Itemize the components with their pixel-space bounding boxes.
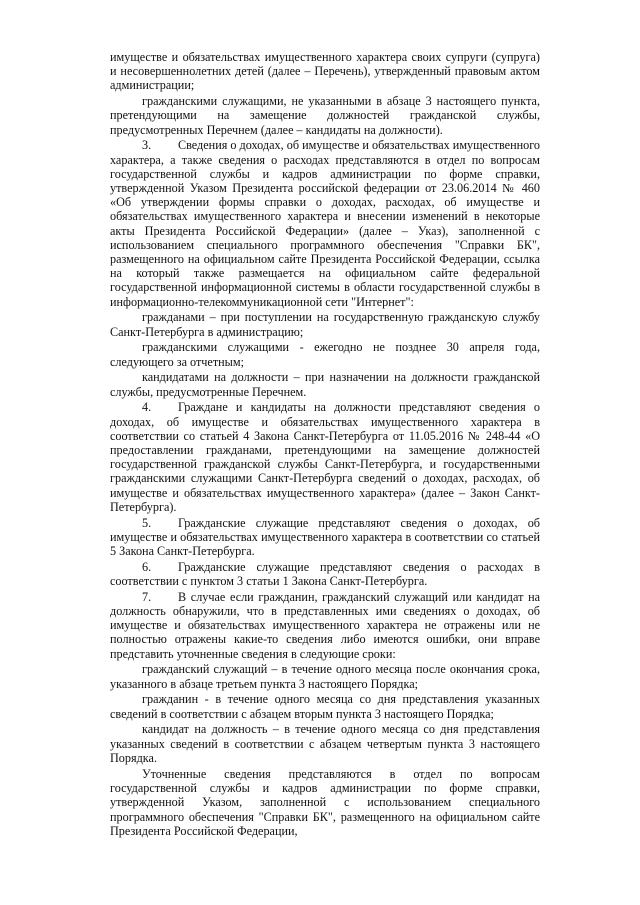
paragraph-11: гражданский служащий – в течение одного месяца после окончания срока, указанного в абзаце третьем пункта 3 настоящего Порядка; <box>110 662 540 691</box>
paragraph-7: 4. Граждане и кандидаты на должности представляют сведения о доходах, об имуществе и обязательствах имущественного характера в соответствии со статьей 4 Закона Санкт-Петербурга от 11.05.2016 № 248-44 «О предоставлении гражданами, претендующими на замещение должностей государственной гражданской службы Санкт-Петербурга, и государственными гражданскими служащими Санкт-Петербурга сведений о доходах, расходах, об имуществе и обязательствах имущественного характера» (далее – Закон Санкт-Петербурга). <box>110 400 540 514</box>
paragraph-1: имуществе и обязательствах имущественного характера своих супруги (супруга) и несовершеннолетних детей (далее – Перечень), утвержденный правовым актом администрации; <box>110 50 540 93</box>
paragraph-3: 3. Сведения о доходах, об имуществе и обязательствах имущественного характера, а также сведения о расходах представляются в отдел по вопросам государственной службы и кадров администрации по форме справки, утвержденной Указом Президента российской федерации от 23.06.2014 № 460 «Об утверждении формы справки о доходах, расходах, об имуществе и обязательствах имущественного характера и внесении изменений в некоторые акты Президента Российской Федерации» (далее – Указ), заполненной с использованием специального программного обеспечения "Справки БК", размещенного на официальном сайте Президента Российской Федерации, ссылка на который также размещается на официальном сайте федеральной государственной информационной системы в области государственной службы в информационно-телекоммуникационной сети "Интернет": <box>110 138 540 309</box>
paragraph-13: кандидат на должность – в течение одного месяца со дня представления указанных сведений в соответствии с абзацем четвертым пункта 3 настоящего Порядка. <box>110 722 540 765</box>
paragraph-6: кандидатами на должности – при назначении на должности гражданской службы, предусмотренные Перечнем. <box>110 370 540 399</box>
paragraph-9: 6. Гражданские служащие представляют сведения о расходах в соответствии с пунктом 3 статьи 1 Закона Санкт-Петербурга. <box>110 559 540 589</box>
paragraph-10: 7. В случае если гражданин, гражданский служащий или кандидат на должность обнаружили, что в представленных ими сведениях о доходах, об имуществе и обязательствах имущественного характера не отражены или не полностью отражены какие-то сведения либо имеются ошибки, они вправе представить уточненные сведения в следующие сроки: <box>110 589 540 661</box>
paragraph-4: гражданами – при поступлении на государственную гражданскую службу Санкт-Петербурга в администрацию; <box>110 310 540 339</box>
item-number: 6. <box>142 559 152 574</box>
item-number: 3. <box>142 138 152 153</box>
item-number: 5. <box>142 515 152 530</box>
item-number: 4. <box>142 400 152 415</box>
paragraph-14: Уточненные сведения представляются в отдел по вопросам государственной службы и кадров администрации по форме справки, утвержденной Указом, заполненной с использованием специального программного обеспечения "Справки БК", размещенного на официальном сайте Президента Российской Федерации, <box>110 767 540 838</box>
document-body <box>110 50 540 840</box>
paragraph-12: гражданин - в течение одного месяца со дня представления указанных сведений в соответствии с абзацем вторым пункта 3 настоящего Порядка; <box>110 692 540 721</box>
paragraph-5: гражданскими служащими - ежегодно не позднее 30 апреля года, следующего за отчетным; <box>110 340 540 369</box>
item-number: 7. <box>142 589 152 604</box>
paragraph-2: гражданскими служащими, не указанными в абзаце 3 настоящего пункта, претендующими на замещение должностей гражданской службы, предусмотренных Перечнем (далее – кандидаты на должности). <box>110 94 540 137</box>
paragraph-8: 5. Гражданские служащие представляют сведения о доходах, об имуществе и обязательствах имущественного характера в соответствии со статьей 5 Закона Санкт-Петербурга. <box>110 515 540 559</box>
